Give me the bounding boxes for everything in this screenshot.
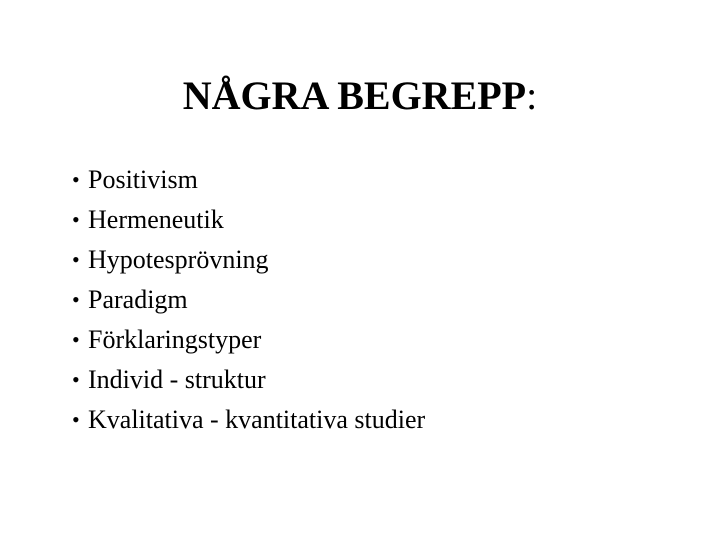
bullet-item <box>72 280 425 320</box>
slide-title-colon: : <box>526 73 538 118</box>
bullet-icon: • <box>72 287 80 312</box>
slide-title-text: NÅGRA BEGREPP <box>182 73 527 118</box>
bullet-text: Hermeneutik <box>88 205 224 234</box>
bullet-item <box>72 160 425 200</box>
bullet-list <box>72 160 425 440</box>
bullet-item <box>72 200 425 240</box>
bullet-icon: • <box>72 327 80 352</box>
bullet-icon: • <box>72 247 80 272</box>
bullet-item <box>72 320 425 360</box>
bullet-icon: • <box>72 407 80 432</box>
bullet-text: Paradigm <box>88 285 188 314</box>
bullet-icon: • <box>72 207 80 232</box>
bullet-item <box>72 360 425 400</box>
bullet-text: Kvalitativa - kvantitativa studier <box>88 405 426 434</box>
bullet-text: Hypotesprövning <box>88 245 269 274</box>
bullet-text: Positivism <box>88 165 198 194</box>
bullet-text: Individ - struktur <box>88 365 266 394</box>
bullet-item <box>72 240 425 280</box>
slide-title <box>0 68 720 124</box>
bullet-icon: • <box>72 167 80 192</box>
bullet-text: Förklaringstyper <box>88 325 262 354</box>
bullet-item <box>72 400 425 440</box>
bullet-icon: • <box>72 367 80 392</box>
